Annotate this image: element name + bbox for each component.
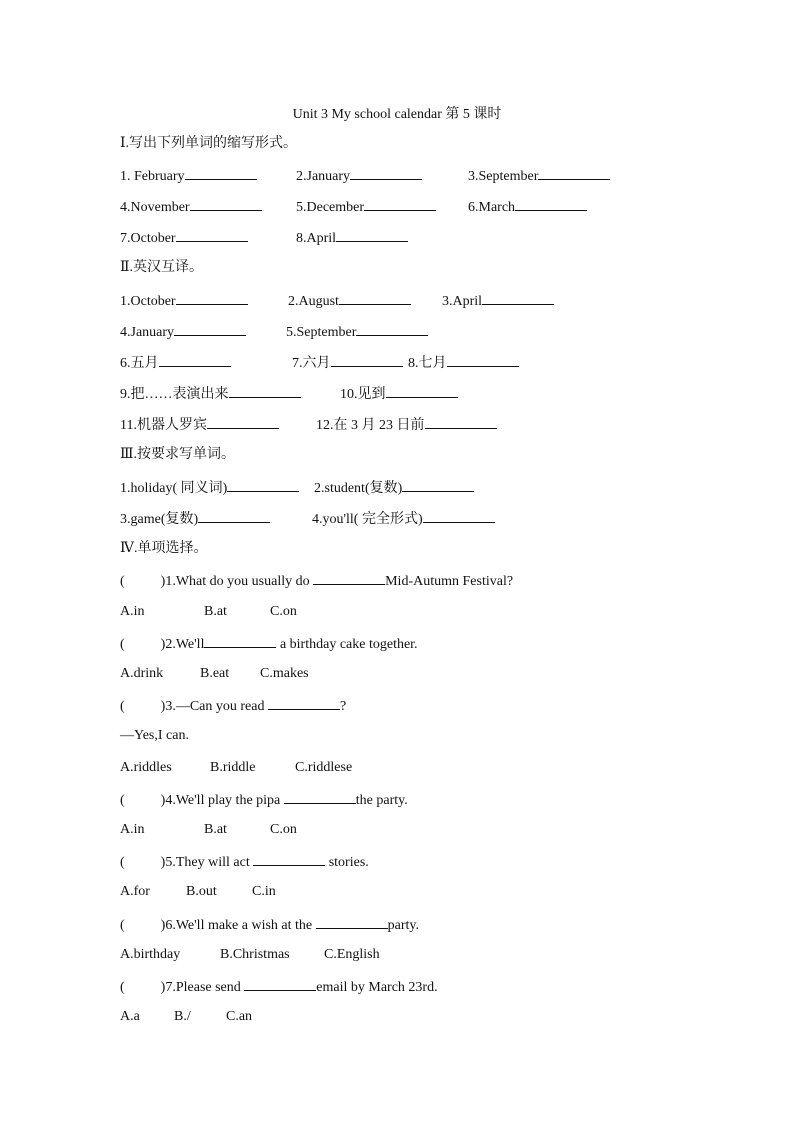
option: B.out (186, 884, 217, 899)
answer-blank[interactable] (331, 352, 403, 367)
question-stem: ( )4.We'll play the pipa the party. (120, 789, 408, 809)
option: C.riddlese (295, 760, 353, 775)
exercise-item: 2.student(复数) (314, 477, 474, 499)
question-stem: ( )2.We'll a birthday cake together. (120, 633, 418, 653)
option: C.on (270, 822, 297, 837)
option: A.in (120, 604, 145, 619)
answer-blank[interactable] (253, 851, 325, 866)
answer-blank[interactable] (386, 383, 458, 398)
question-stem: ( )6.We'll make a wish at the party. (120, 914, 419, 934)
option: A.birthday (120, 947, 181, 962)
exercise-item: 4.January (120, 321, 246, 343)
answer-blank[interactable] (364, 196, 436, 211)
answer-blank[interactable] (268, 695, 340, 710)
answer-blank[interactable] (207, 414, 279, 429)
exercise-item: 2.August (288, 290, 411, 312)
option: B.Christmas (220, 947, 290, 962)
section-heading-2: Ⅱ.英汉互译。 (120, 260, 204, 275)
answer-blank[interactable] (176, 290, 248, 305)
option: A.for (120, 884, 150, 899)
section-heading-1: Ⅰ.写出下列单词的缩写形式。 (120, 136, 298, 151)
exercise-item: 5.September (286, 321, 428, 343)
answer-blank[interactable] (185, 165, 257, 180)
answer-blank[interactable] (425, 414, 497, 429)
option: C.makes (260, 666, 309, 681)
section-heading-3: Ⅲ.按要求写单词。 (120, 447, 236, 462)
option: B.riddle (210, 760, 256, 775)
option: A.in (120, 822, 145, 837)
answer-blank[interactable] (284, 789, 356, 804)
answer-blank[interactable] (339, 290, 411, 305)
answer-blank[interactable] (204, 633, 276, 648)
page-title: Unit 3 My school calendar 第 5 课时 (292, 107, 502, 122)
answer-blank[interactable] (159, 352, 231, 367)
exercise-item: 7.六月 (292, 352, 403, 374)
exercise-item: 11.机器人罗宾 (120, 414, 279, 436)
answer-blank[interactable] (538, 165, 610, 180)
option: B.at (204, 604, 227, 619)
option: B./ (174, 1009, 191, 1024)
exercise-item: 3.game(复数) (120, 508, 270, 530)
answer-blank[interactable] (447, 352, 519, 367)
section-heading-4: Ⅳ.单项选择。 (120, 541, 208, 556)
question-answer-line: —Yes,I can. (120, 728, 189, 743)
exercise-item: 6.March (468, 196, 587, 218)
exercise-item: 8.七月 (408, 352, 519, 374)
exercise-item: 5.December (296, 196, 436, 218)
exercise-item: 4.you'll( 完全形式) (312, 508, 495, 530)
answer-blank[interactable] (227, 477, 299, 492)
exercise-item: 3.April (442, 290, 554, 312)
exercise-item: 1.October (120, 290, 248, 312)
question-stem: ( )1.What do you usually do Mid-Autumn Festival? (120, 570, 513, 590)
exercise-item: 1.holiday( 同义词) (120, 477, 299, 499)
answer-blank[interactable] (190, 196, 262, 211)
answer-blank[interactable] (176, 227, 248, 242)
answer-blank[interactable] (515, 196, 587, 211)
option: B.eat (200, 666, 230, 681)
answer-blank[interactable] (316, 914, 388, 929)
option: A.riddles (120, 760, 172, 775)
answer-blank[interactable] (313, 570, 385, 585)
option: A.a (120, 1009, 140, 1024)
option: C.in (252, 884, 276, 899)
exercise-item: 1. February (120, 165, 257, 187)
option: C.on (270, 604, 297, 619)
option: C.English (324, 947, 380, 962)
exercise-item: 6.五月 (120, 352, 231, 374)
option: A.drink (120, 666, 164, 681)
question-stem: ( )3.—Can you read ? (120, 695, 346, 715)
answer-blank[interactable] (229, 383, 301, 398)
answer-blank[interactable] (423, 508, 495, 523)
question-stem: ( )7.Please send email by March 23rd. (120, 976, 438, 996)
answer-blank[interactable] (174, 321, 246, 336)
answer-blank[interactable] (402, 477, 474, 492)
answer-blank[interactable] (350, 165, 422, 180)
exercise-item: 2.January (296, 165, 422, 187)
option: C.an (226, 1009, 253, 1024)
exercise-item: 10.见到 (340, 383, 458, 405)
exercise-item: 3.September (468, 165, 610, 187)
answer-blank[interactable] (198, 508, 270, 523)
exercise-item: 12.在 3 月 23 日前 (316, 414, 497, 436)
option: B.at (204, 822, 227, 837)
exercise-item: 4.November (120, 196, 262, 218)
question-stem: ( )5.They will act stories. (120, 851, 369, 871)
exercise-item: 7.October (120, 227, 248, 249)
answer-blank[interactable] (482, 290, 554, 305)
answer-blank[interactable] (244, 976, 316, 991)
answer-blank[interactable] (356, 321, 428, 336)
answer-blank[interactable] (336, 227, 408, 242)
exercise-item: 9.把……表演出来 (120, 383, 301, 405)
exercise-item: 8.April (296, 227, 408, 249)
